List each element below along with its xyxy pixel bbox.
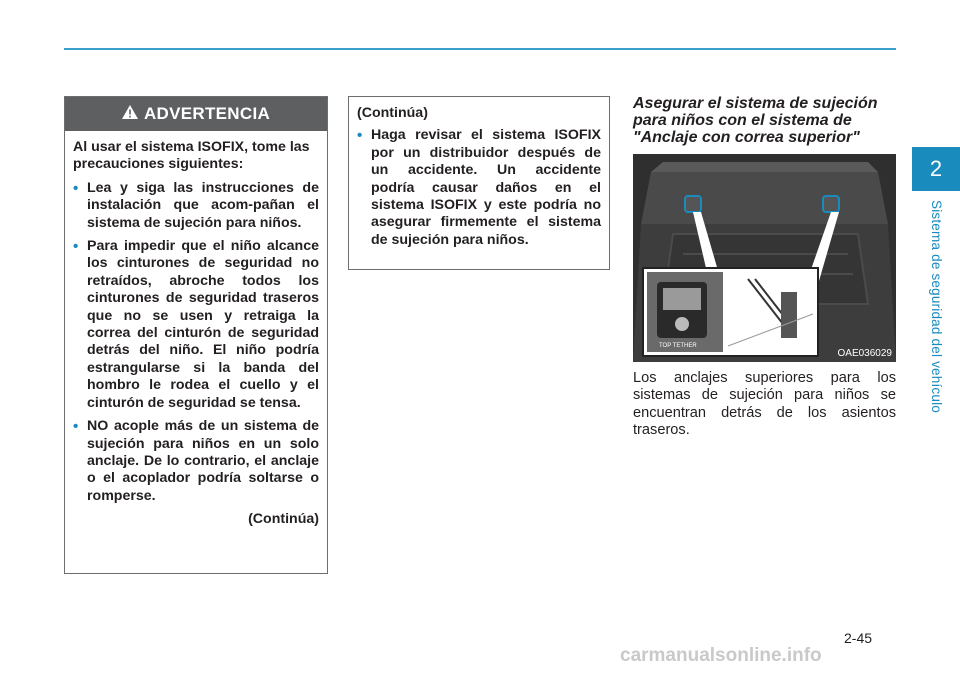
chapter-number: 2 bbox=[929, 156, 943, 181]
chapter-title: Sistema de seguridad del vehículo bbox=[929, 200, 944, 413]
list-item: • Lea y siga las instrucciones de instalación que acom-pañan el sistema de sujeción para niños. bbox=[73, 179, 319, 231]
continuation-body bbox=[349, 97, 609, 249]
bullet-icon: • bbox=[357, 127, 363, 145]
bullet-icon: • bbox=[73, 238, 79, 256]
continued-label: (Continúa) bbox=[248, 511, 319, 528]
figure-code: OAE036029 bbox=[837, 348, 892, 359]
list-item: • Haga revisar el sistema ISOFIX por un distribuidor después de un accidente. Un accidente podría causar daños en el sistema ISOFIX y este podría no asegurar firmemente el sistema de sujeción para niños. bbox=[357, 127, 601, 248]
warning-heading: ADVERTENCIA bbox=[143, 104, 271, 123]
bullet-icon: • bbox=[73, 179, 79, 197]
trunk-illustration bbox=[633, 154, 896, 362]
warning-header bbox=[65, 97, 327, 131]
warning-intro: Al usar el sistema ISOFIX, tome las precauciones siguientes: bbox=[73, 139, 310, 173]
list-item: • NO acople más de un sistema de sujeción para niños en un solo anclaje. De lo contrario, el anclaje o el acoplador podría soltarse o romperse. bbox=[73, 418, 319, 504]
top-rule bbox=[64, 48, 896, 50]
chapter-tab bbox=[912, 147, 960, 191]
continuation-heading: (Continúa) bbox=[357, 105, 428, 121]
warning-triangle-icon bbox=[122, 104, 138, 124]
trunk-figure bbox=[633, 154, 896, 362]
watermark: carmanualsonline.info bbox=[620, 645, 822, 666]
continuation-box bbox=[348, 96, 610, 270]
section-title: Asegurar el sistema de sujeción para niños con el sistema de "Anclaje con correa superior" bbox=[633, 95, 878, 146]
bullet-icon: • bbox=[73, 418, 79, 436]
warning-box bbox=[64, 96, 328, 574]
warning-body bbox=[65, 131, 327, 529]
inset-label: TOP TETHER bbox=[659, 343, 697, 349]
section-body: Los anclajes superiores para los sistemas de sujeción para niños se encuentran detrás de los asientos traseros. bbox=[633, 370, 896, 439]
list-item: • Para impedir que el niño alcance los cinturones de seguridad no retraídos, abroche todos los cinturones de seguridad traseros que no se usen y retraiga la correa del cinturón de seguridad detrás del niño. El niño podría estrangularse si la banda del hombro le rodea el cuello y el cinturón de seguridad se tensa. bbox=[73, 238, 319, 411]
page-number: 2-45 bbox=[844, 630, 873, 646]
